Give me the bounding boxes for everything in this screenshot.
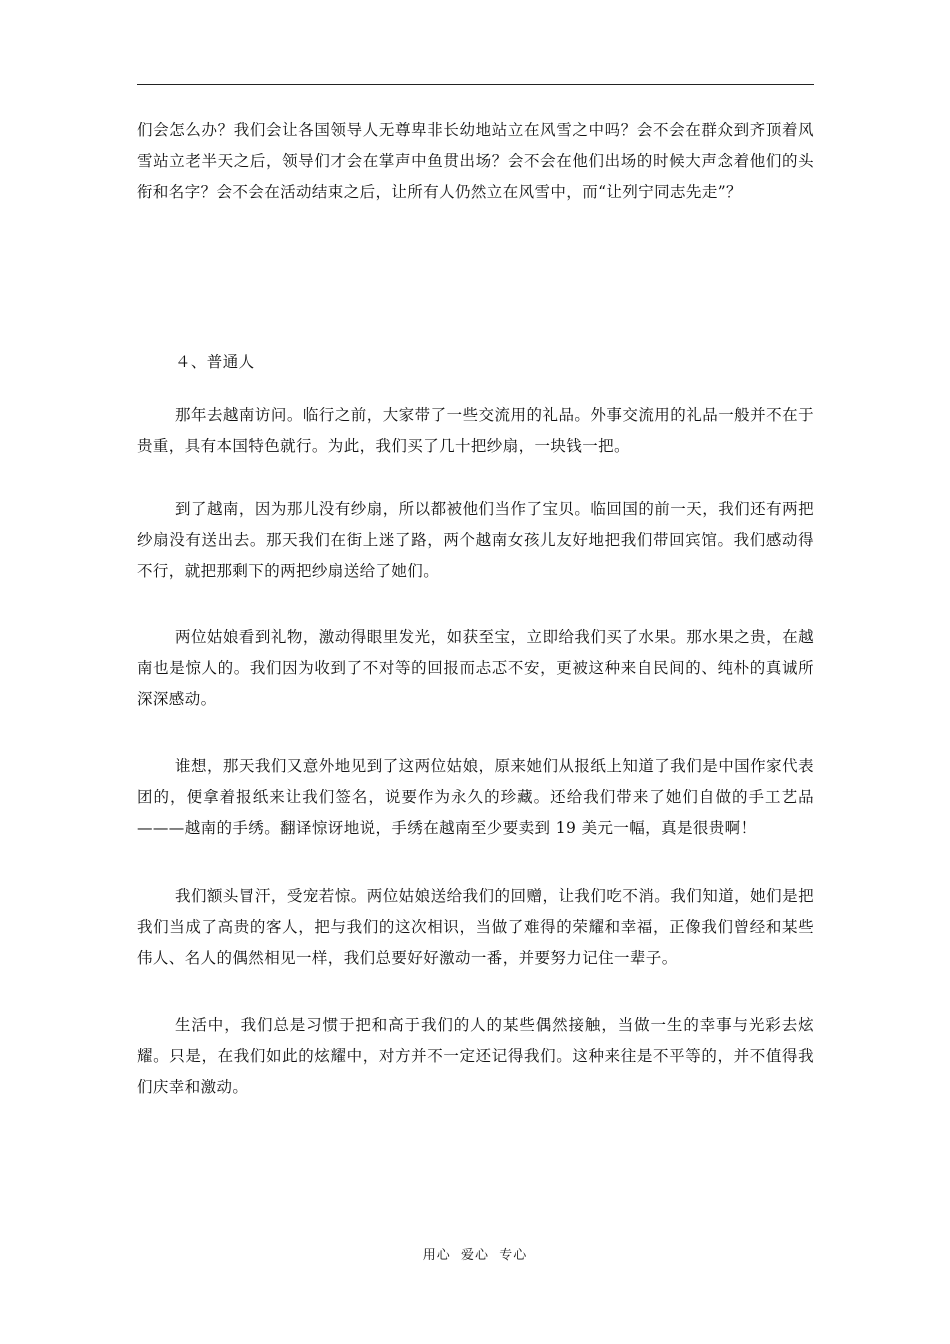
paragraph-3: 两位姑娘看到礼物，激动得眼里发光，如获至宝，立即给我们买了水果。那水果之贵，在越南也是惊人的。我们因为收到了不对等的回报而忐忑不安，更被这种来自民间的、纯朴的真诚所深深感动。 [137,628,814,708]
paragraph-1: 那年去越南访问。临行之前，大家带了一些交流用的礼品。外事交流用的礼品一般并不在于贵重，具有本国特色就行。为此，我们买了几十把纱扇，一块钱一把。 [137,406,814,455]
paragraph-6: 生活中，我们总是习惯于把和高于我们的人的某些偶然接触，当做一生的幸事与光彩去炫耀。只是，在我们如此的炫耀中，对方并不一定还记得我们。这种来往是不平等的，并不值得我们庆幸和激动。 [137,1016,814,1096]
paragraph-4: 谁想，那天我们又意外地见到了这两位姑娘，原来她们从报纸上知道了我们是中国作家代表团的，便拿着报纸来让我们签名，说要作为永久的珍藏。还给我们带来了她们自做的手工艺品———越南的手绣。翻译惊讶地说，手绣在越南至少要卖到 19 美元一幅，真是很贵啊！ [137,757,814,837]
page-footer: 用心 爱心 专心 [422,1248,528,1263]
section-heading: ４、普通人 [175,353,255,371]
paragraph-continuation: 们会怎么办？我们会让各国领导人无尊卑非长幼地站立在风雪之中吗？会不会在群众到齐顶着风雪站立老半天之后，领导们才会在掌声中鱼贯出场？会不会在他们出场的时候大声念着他们的头衔和名字？会不会在活动结束之后，让所有人仍然立在风雪中，而“让列宁同志先走”？ [137,121,814,201]
header-rule [137,84,814,85]
paragraph-2: 到了越南，因为那儿没有纱扇，所以都被他们当作了宝贝。临回国的前一天，我们还有两把纱扇没有送出去。那天我们在街上迷了路，两个越南女孩儿友好地把我们带回宾馆。我们感动得不行，就把那剩下的两把纱扇送给了她们。 [137,500,814,580]
paragraph-5: 我们额头冒汗，受宠若惊。两位姑娘送给我们的回赠，让我们吃不消。我们知道，她们是把我们当成了高贵的客人，把与我们的这次相识，当做了难得的荣耀和幸福，正像我们曾经和某些伟人、名人的偶然相见一样，我们总要好好激动一番，并要努力记住一辈子。 [137,887,814,967]
